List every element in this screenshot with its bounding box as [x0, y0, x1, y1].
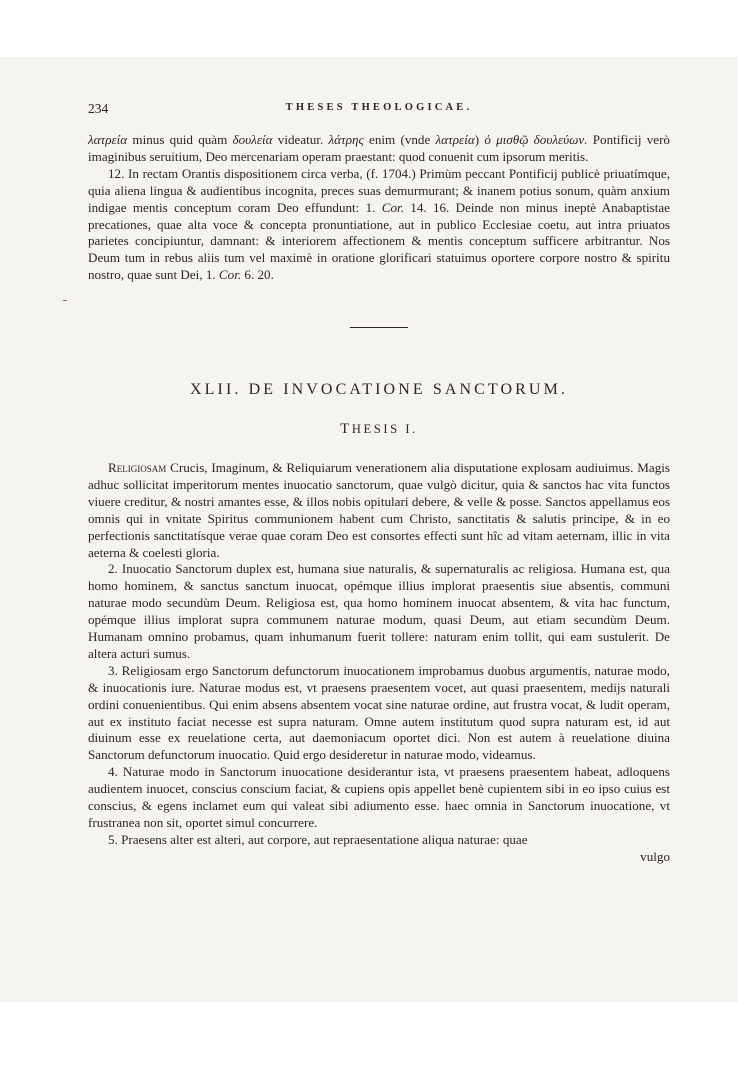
paragraph-12	[88, 166, 670, 284]
citation-abbrev: Cor.	[381, 199, 404, 215]
citation-abbrev: Cor.	[218, 267, 242, 283]
paragraph-2: 2. Inuocatio Sanctorum duplex est, humana siue naturalis, & supernaturalis ac religiosa. Humana est, qua homo hominem, & sanctus sanctum inuocat, opémque illius implorat praesentis siue absentis, communi naturae modo secundùm Deum. Religiosa est, qua homo hominem inuocat absentem, & vita hac functum, opémque illius implorat supra communem naturae modum, quasi Deum, aut etiam secundùm Deum. Humanam omnino probamus, quam inhumanum fuerit tollere: naturam enim tollit, qui eam sustulerit. De altera acturi sumus.	[88, 561, 670, 661]
text-run: 6. 20.	[241, 267, 274, 283]
book-page	[0, 57, 738, 1002]
section-divider	[350, 327, 408, 328]
greek-word: λάτρης	[328, 132, 364, 147]
paragraph-thesis-1	[88, 460, 670, 561]
text-run: videatur.	[272, 132, 329, 147]
paragraph-4: 4. Naturae modo in Sanctorum inuocatione desiderantur ista, vt praesens praesentem habeat, adloquens audientem inuocet, conscius conscium faciat, & cupiens opis appellet benè cupientem sibi in eo ipso cuius est conscius, & egens inclamet eum qui valeat sibi adiumento esse. haec omnia in Sanctorum inuocatione, vt frustranea non sit, oportet simul concurrere.	[88, 764, 670, 830]
greek-word: λατρεία	[88, 132, 128, 147]
catchword: vulgo	[640, 848, 670, 864]
page-number: 234	[88, 101, 109, 116]
page-header	[88, 101, 670, 119]
greek-phrase: ὁ μισθῷ δουλεύων.	[484, 132, 588, 147]
thesis-heading-rest: HESIS I.	[351, 422, 418, 437]
text-run: Crucis, Imaginum, & Reliquiarum venerationem alia disputatione explosam audiuimus. Magis adhuc sollicitat imperitorum mentes inuocatio sanctorum, quae vulgò dicitur, quia & sanctos hac vita functos viuere creditur, & nostri amantes esse, & illos nobis opitulari debere, & velle & posse. Sanctos appellamus eos omnis qui in vnitate Spiritus communionem habent cum Christo, sanctitatis & salutis principe, & in eo perfectionis sanctitatísque verae quae coram Deo est consortes effecti sunt hîc ad vitam aeternam, illic in vita aeterna & coelesti gloria.	[88, 459, 670, 560]
running-title: THESES THEOLOGICAE.	[285, 102, 473, 113]
paragraph-5: 5. Praesens alter est alteri, aut corpore, aut repraesentatione aliqua naturae: quae	[108, 831, 528, 847]
text-run: minus quid quàm	[127, 132, 233, 147]
paragraph-continuation	[88, 132, 670, 166]
text-run: Pontificij verò imaginibus seruitium, Deo mercenariam operam praestant: quod conuenit cum ipsorum meritis.	[88, 132, 670, 164]
page-body	[88, 132, 670, 866]
text-run: )	[474, 132, 485, 147]
chapter-title: XLII. DE INVOCATIONE SANCTORUM.	[189, 381, 568, 399]
margin-mark	[63, 300, 67, 301]
text-run: enim (vnde	[363, 132, 436, 147]
thesis-heading-cap: T	[340, 421, 352, 438]
greek-word: δουλεία	[232, 132, 273, 147]
greek-word: λατρεία	[435, 132, 475, 147]
text-run: 12. In rectam Orantis dispositionem circa verba, (f. 1704.) Primùm peccant Pontificij publicè priuatímque, quia aliena lingua & audientibus incognita, preces suas demurmurant; & inanem potius sonum, quàm anxium indigae mentis conceptum coram Deo effundunt: 1.	[88, 165, 670, 215]
thesis-heading	[88, 421, 670, 438]
text-run: 14. 16. Deinde non minus ineptè Anabaptistae precationes, quae alta voce & concepta pronuntiatione, aut in publico Ecclesiae coetu, aut intra priuatos parietes concipiuntur, damnant: & interiorem affectionem & mentis conceptum sufficere arbitrantur. Nos Deum tum in rebus aliis tum vel maximè in oratione glorificari statuimus oportere corpore nostro & spiritu nostro, quae sunt Dei, 1.	[88, 199, 670, 283]
lead-word: Religiosam	[108, 459, 167, 475]
paragraph-3: 3. Religiosam ergo Sanctorum defunctorum inuocationem improbamus duobus argumentis, naturae modo, & inuocationis iure. Naturae modus est, vt praesens praesentem vocet, aut quasi praesentem, medijs naturali ordini conuenientibus. Qui enim absens absentem vocat sine naturae ordine, aut frustra vocat, & ludit operam, aut ex instituto faciat necesse est supra naturam. Omne autem institutum quod supra naturam est, id aut diuinum esse ex reuelatione certa, aut daemoniacum oportet dici. Non est autem à reuelatione diuina Sanctorum defunctorum inuocatio. Quid ergo desideretur in naturae modo, videamus.	[88, 662, 670, 763]
